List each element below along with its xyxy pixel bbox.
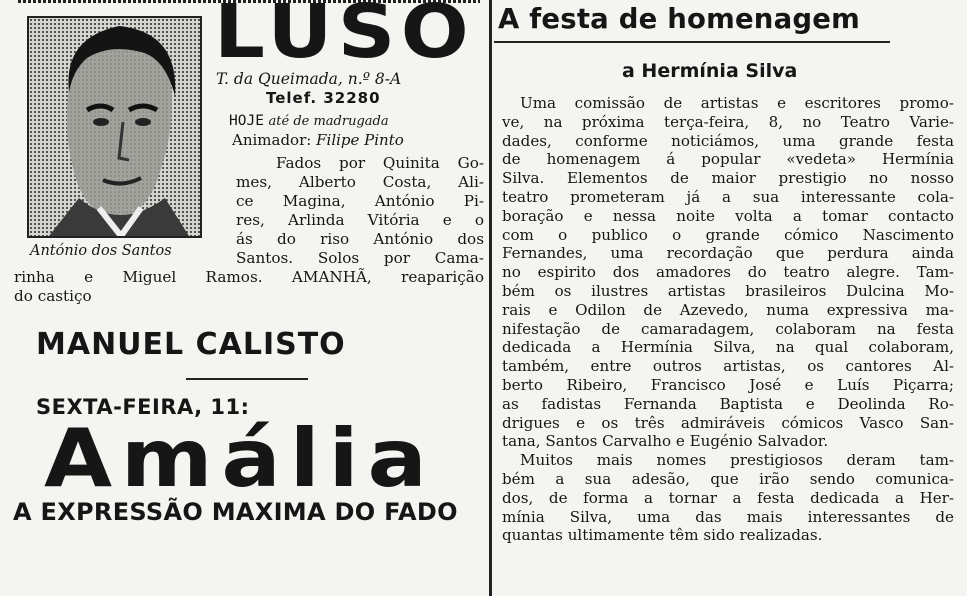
date-line: SEXTA-FEIRA, 11: xyxy=(36,395,250,419)
article-line: nifestação de camaradagem, colaboram na festa xyxy=(502,319,954,338)
venue-brand: LUSO xyxy=(214,0,475,75)
news-article xyxy=(492,0,967,596)
article-line: teatro prometeram já a sua interessante cola- xyxy=(502,187,954,206)
fados-line: ce Magina, António Pi- xyxy=(236,192,484,210)
divider-rule xyxy=(186,378,308,380)
article-line: Silva. Elementos de maior prestigio no nosso xyxy=(502,169,954,188)
article-line: rais e Odilon de Azevedo, numa expressiva ma- xyxy=(502,300,954,319)
fados-line: ás do riso António dos xyxy=(236,230,484,248)
fados-line: res, Arlinda Vitória e o xyxy=(236,211,484,229)
article-line: dos, de forma a tornar a festa dedicada a Her- xyxy=(502,488,954,507)
article-line: com o publico o grande cómico Nascimento xyxy=(502,225,954,244)
photo-caption: António dos Santos xyxy=(30,243,172,259)
animator-line xyxy=(232,131,404,149)
article-line: berto Ribeiro, Francisco José e Luís Piçarra; xyxy=(502,375,954,394)
animator-name: Filipe Pinto xyxy=(316,131,404,149)
tonight-line xyxy=(229,113,389,129)
animator-label: Animador: xyxy=(232,131,312,149)
article-line: bém os ilustres artistas brasileiros Dulcina Mo- xyxy=(502,281,954,300)
venue-address: T. da Queimada, n.º 8-A xyxy=(216,70,402,88)
fados-line: mes, Alberto Costa, Ali- xyxy=(236,173,484,191)
article-line: dades, conforme noticiámos, uma grande festa xyxy=(502,131,954,150)
article-headline: A festa de homenagem xyxy=(498,3,860,35)
article-line: dedicada a Hermínia Silva, na qual colaboram, xyxy=(502,338,954,357)
fados-line: Fados por Quinita Go- xyxy=(276,154,484,172)
article-line: drigues e os três admiráveis cómicos Vasco San- xyxy=(502,413,954,432)
article-line: Uma comissão de artistas e escritores promo- xyxy=(520,94,954,112)
artist-amalia: Amália xyxy=(44,412,436,505)
article-body xyxy=(502,94,954,545)
fados-paragraph xyxy=(14,154,484,306)
article-subhead: a Hermínia Silva xyxy=(622,60,798,82)
artist-manuel-calisto: MANUEL CALISTO xyxy=(36,327,346,362)
article-line: quantas ultimamente têm sido realizadas. xyxy=(502,526,823,545)
article-line: Fernandes, uma recordação que perdura ainda xyxy=(502,244,954,263)
tonight-prefix: HOJE xyxy=(229,113,264,129)
fados-line: Santos. Solos por Cama- xyxy=(236,249,484,267)
fados-line: do castiço xyxy=(14,287,92,305)
article-line: boração e nessa noite volta a tomar contacto xyxy=(502,206,954,225)
article-line: Muitos mais nomes prestigiosos deram tam- xyxy=(520,451,954,470)
article-line: bém a sua adesão, que irão sendo comunica- xyxy=(502,469,954,488)
article-line: as fadistas Fernanda Baptista e Deolinda Ro- xyxy=(502,394,954,413)
article-line: no espirito dos amadores do teatro alegre. Tam- xyxy=(502,263,954,282)
venue-phone: Telef. 32280 xyxy=(266,89,381,107)
article-line: também, entre outros artistas, os cantores Al- xyxy=(502,357,954,376)
article-line: de homenagem á popular «vedeta» Hermínia xyxy=(502,150,954,169)
headline-rule xyxy=(494,41,890,43)
fados-line: rinha e Miguel Ramos. AMANHÃ, reaparição xyxy=(14,268,484,286)
tonight-suffix: até de madrugada xyxy=(268,114,389,129)
article-line: mínia Silva, uma das mais interessantes de xyxy=(502,507,954,526)
article-line: ve, na próxima terça-feira, 8, no Teatro Varie- xyxy=(502,112,954,131)
slogan: A EXPRESSÃO MAXIMA DO FADO xyxy=(13,498,458,526)
article-line: tana, Santos Carvalho e Eugénio Salvador. xyxy=(502,432,829,451)
